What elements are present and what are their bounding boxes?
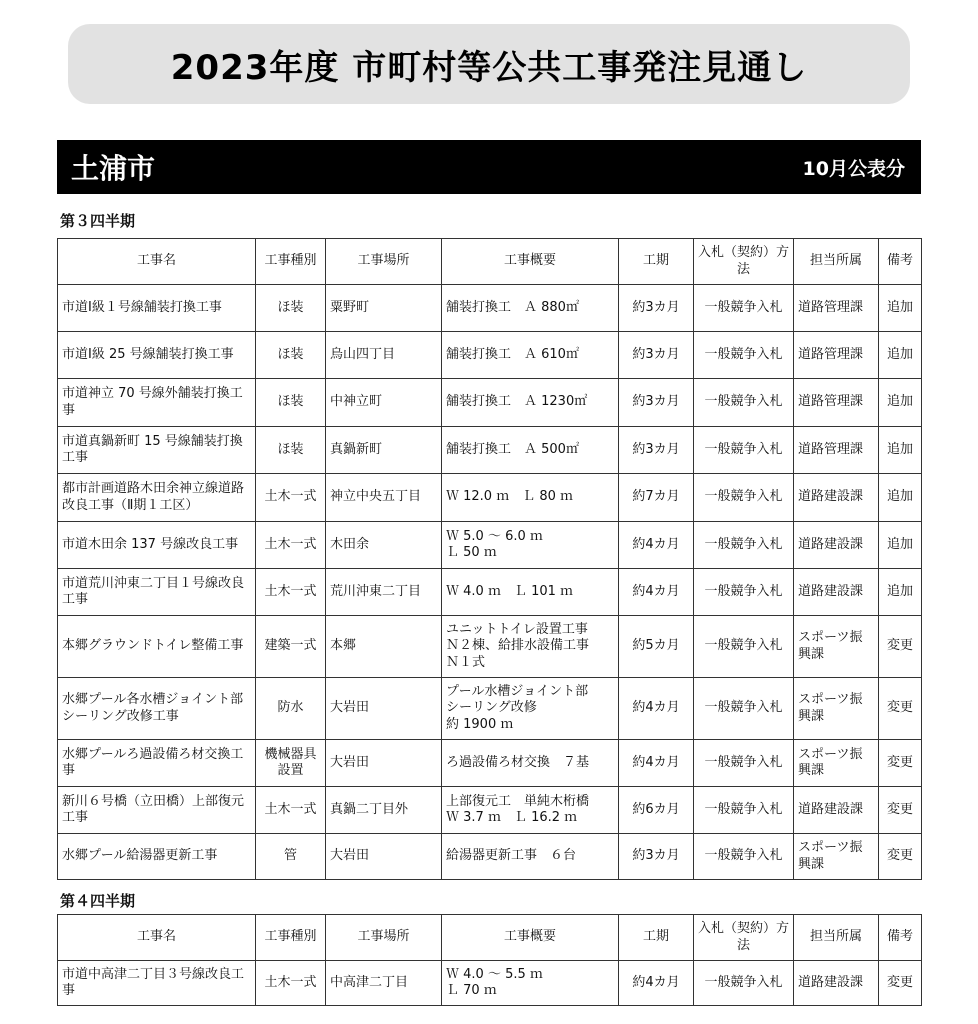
cell-period: 約4カ月 [619, 678, 694, 740]
cell-type: 土木一式 [256, 787, 326, 834]
col-header-method-text: 入札（契約）方法 [698, 921, 790, 953]
cell-dept: 道路建設課 [794, 569, 879, 616]
publication-label: 10月公表分 [802, 157, 905, 180]
cell-method: 一般競争入札 [694, 427, 794, 474]
table-row [58, 569, 922, 616]
cell-note: 変更 [879, 678, 922, 740]
cell-type: 土木一式 [256, 474, 326, 522]
cell-period: 約5カ月 [619, 616, 694, 678]
cell-method: 一般競争入札 [694, 678, 794, 740]
cell-method: 一般競争入札 [694, 569, 794, 616]
cell-place: 大岩田 [326, 740, 442, 787]
cell-type: 機械器具設置 [256, 740, 326, 787]
cell-dept: スポーツ振興課 [794, 740, 879, 787]
cell-note: 変更 [879, 787, 922, 834]
quarter-3-heading: 第３四半期 [60, 212, 136, 230]
table-row [58, 427, 922, 474]
cell-summary: 舗装打換工 Ａ 500㎡ [442, 427, 619, 474]
cell-period: 約3カ月 [619, 834, 694, 880]
table-header-row [58, 915, 922, 961]
cell-type: 土木一式 [256, 522, 326, 569]
cell-name: 市道神立 70 号線外舗装打換工事 [58, 379, 256, 427]
cell-summary: Ｗ 12.0 ｍ Ｌ 80 ｍ [442, 474, 619, 522]
cell-note: 追加 [879, 332, 922, 379]
cell-name: 新川６号橋（立田橋）上部復元工事 [58, 787, 256, 834]
cell-summary: 上部復元工 単純木桁橋 Ｗ 3.7 ｍ Ｌ 16.2 ｍ [442, 787, 619, 834]
col-header-method [694, 915, 794, 961]
cell-period: 約6カ月 [619, 787, 694, 834]
cell-name: 市道真鍋新町 15 号線舗装打換工事 [58, 427, 256, 474]
table-row [58, 332, 922, 379]
cell-period: 約4カ月 [619, 569, 694, 616]
cell-place: 真鍋二丁目外 [326, 787, 442, 834]
cell-period: 約4カ月 [619, 961, 694, 1006]
cell-dept: 道路建設課 [794, 787, 879, 834]
col-header-summary: 工事概要 [442, 915, 619, 961]
cell-dept: 道路建設課 [794, 474, 879, 522]
cell-summary: 給湯器更新工事 ６台 [442, 834, 619, 880]
cell-period: 約4カ月 [619, 740, 694, 787]
table-row [58, 616, 922, 678]
cell-dept: スポーツ振興課 [794, 616, 879, 678]
cell-dept: 道路管理課 [794, 285, 879, 332]
col-header-period: 工期 [619, 915, 694, 961]
cell-period: 約4カ月 [619, 522, 694, 569]
table-row [58, 740, 922, 787]
col-header-type: 工事種別 [256, 239, 326, 285]
cell-summary: Ｗ 5.0 ～ 6.0 ｍ Ｌ 50 ｍ [442, 522, 619, 569]
cell-place: 中神立町 [326, 379, 442, 427]
cell-note: 追加 [879, 379, 922, 427]
cell-method: 一般競争入札 [694, 961, 794, 1006]
cell-type: ほ装 [256, 332, 326, 379]
cell-name: 水郷プール給湯器更新工事 [58, 834, 256, 880]
cell-place: 本郷 [326, 616, 442, 678]
cell-name: 本郷グラウンドトイレ整備工事 [58, 616, 256, 678]
cell-note: 変更 [879, 961, 922, 1006]
cell-summary: 舗装打換工 Ａ 880㎡ [442, 285, 619, 332]
table-row [58, 787, 922, 834]
cell-method: 一般競争入札 [694, 740, 794, 787]
cell-note: 追加 [879, 285, 922, 332]
cell-summary: プール水槽ジョイント部 シーリング改修 約 1900 ｍ [442, 678, 619, 740]
cell-name: 水郷プールろ過設備ろ材交換工事 [58, 740, 256, 787]
cell-type: 土木一式 [256, 961, 326, 1006]
cell-dept: スポーツ振興課 [794, 834, 879, 880]
cell-name: 市道中高津二丁目３号線改良工事 [58, 961, 256, 1006]
table-row [58, 379, 922, 427]
cell-period: 約3カ月 [619, 332, 694, 379]
cell-name: 水郷プール各水槽ジョイント部シーリング改修工事 [58, 678, 256, 740]
cell-place: 神立中央五丁目 [326, 474, 442, 522]
cell-dept: 道路建設課 [794, 522, 879, 569]
table-row [58, 961, 922, 1006]
table-row [58, 834, 922, 880]
cell-name: 市道木田余 137 号線改良工事 [58, 522, 256, 569]
q3-table [57, 238, 922, 880]
cell-period: 約7カ月 [619, 474, 694, 522]
cell-dept: 道路管理課 [794, 427, 879, 474]
cell-note: 変更 [879, 740, 922, 787]
col-header-summary: 工事概要 [442, 239, 619, 285]
col-header-method [694, 239, 794, 285]
cell-note: 追加 [879, 569, 922, 616]
quarter-4-heading: 第４四半期 [60, 892, 136, 910]
cell-dept: 道路管理課 [794, 379, 879, 427]
cell-name: 市道Ⅰ級１号線舗装打換工事 [58, 285, 256, 332]
table-row [58, 285, 922, 332]
cell-type: ほ装 [256, 285, 326, 332]
col-header-name: 工事名 [58, 915, 256, 961]
cell-summary: 舗装打換工 Ａ 610㎡ [442, 332, 619, 379]
cell-note: 変更 [879, 834, 922, 880]
cell-place: 中高津二丁目 [326, 961, 442, 1006]
cell-period: 約3カ月 [619, 427, 694, 474]
cell-note: 追加 [879, 522, 922, 569]
city-name: 土浦市 [71, 152, 156, 185]
title-banner [68, 24, 910, 104]
cell-type: ほ装 [256, 427, 326, 474]
cell-method: 一般競争入札 [694, 834, 794, 880]
q4-table [57, 914, 922, 1006]
cell-place: 木田余 [326, 522, 442, 569]
cell-summary: ろ過設備ろ材交換 ７基 [442, 740, 619, 787]
cell-type: 防水 [256, 678, 326, 740]
cell-type: 土木一式 [256, 569, 326, 616]
col-header-note: 備考 [879, 915, 922, 961]
cell-method: 一般競争入札 [694, 379, 794, 427]
cell-method: 一般競争入札 [694, 285, 794, 332]
cell-method: 一般競争入札 [694, 332, 794, 379]
cell-dept: スポーツ振興課 [794, 678, 879, 740]
col-header-place: 工事場所 [326, 239, 442, 285]
cell-name: 市道荒川沖東二丁目１号線改良工事 [58, 569, 256, 616]
table-row [58, 678, 922, 740]
cell-method: 一般競争入札 [694, 616, 794, 678]
cell-place: 真鍋新町 [326, 427, 442, 474]
cell-note: 変更 [879, 616, 922, 678]
col-header-place: 工事場所 [326, 915, 442, 961]
table-row [58, 522, 922, 569]
cell-summary: Ｗ 4.0 ｍ Ｌ 101 ｍ [442, 569, 619, 616]
cell-name: 都市計画道路木田余神立線道路改良工事（Ⅱ期１工区） [58, 474, 256, 522]
col-header-dept: 担当所属 [794, 239, 879, 285]
city-header [57, 140, 921, 194]
col-header-note: 備考 [879, 239, 922, 285]
cell-summary: Ｗ 4.0 ～ 5.5 ｍ Ｌ 70 ｍ [442, 961, 619, 1006]
cell-method: 一般競争入札 [694, 474, 794, 522]
cell-type: 管 [256, 834, 326, 880]
cell-dept: 道路建設課 [794, 961, 879, 1006]
cell-note: 追加 [879, 427, 922, 474]
cell-type: ほ装 [256, 379, 326, 427]
cell-method: 一般競争入札 [694, 522, 794, 569]
table-header-row [58, 239, 922, 285]
col-header-type: 工事種別 [256, 915, 326, 961]
cell-period: 約3カ月 [619, 285, 694, 332]
cell-dept: 道路管理課 [794, 332, 879, 379]
cell-name: 市道Ⅰ級 25 号線舗装打換工事 [58, 332, 256, 379]
cell-place: 大岩田 [326, 834, 442, 880]
col-header-period: 工期 [619, 239, 694, 285]
cell-period: 約3カ月 [619, 379, 694, 427]
cell-method: 一般競争入札 [694, 787, 794, 834]
table-row [58, 474, 922, 522]
cell-summary: 舗装打換工 Ａ 1230㎡ [442, 379, 619, 427]
col-header-dept: 担当所属 [794, 915, 879, 961]
cell-place: 荒川沖東二丁目 [326, 569, 442, 616]
col-header-method-text: 入札（契約）方法 [698, 245, 790, 277]
cell-place: 粟野町 [326, 285, 442, 332]
cell-place: 烏山四丁目 [326, 332, 442, 379]
col-header-name: 工事名 [58, 239, 256, 285]
cell-summary: ユニットトイレ設置工事 Ｎ２棟、給排水設備工事 Ｎ１式 [442, 616, 619, 678]
cell-note: 追加 [879, 474, 922, 522]
cell-place: 大岩田 [326, 678, 442, 740]
page-title: 2023年度 市町村等公共工事発注見通し [170, 47, 808, 88]
cell-type: 建築一式 [256, 616, 326, 678]
